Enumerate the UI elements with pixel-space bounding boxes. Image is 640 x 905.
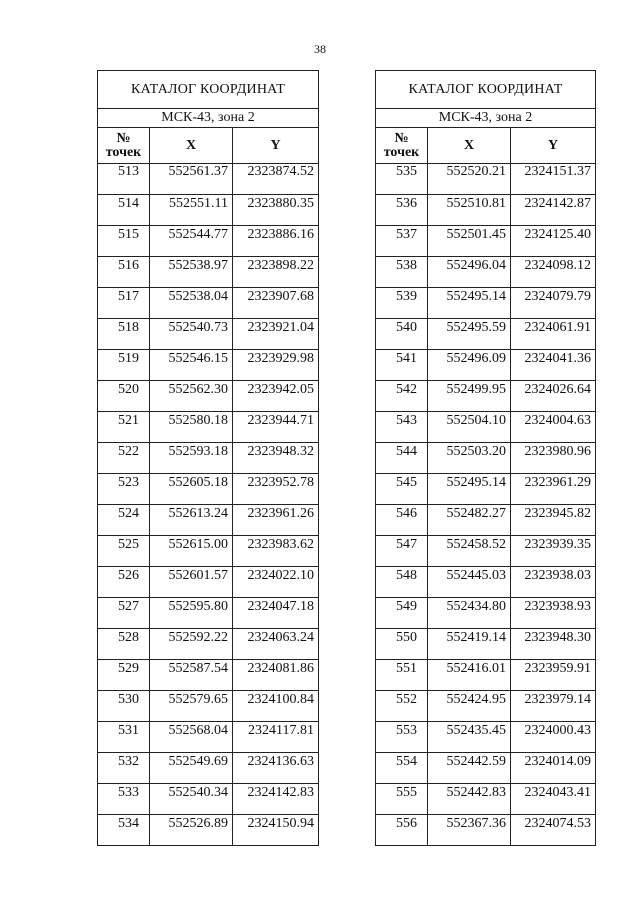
y-coordinate-cell: 2324125.40: [511, 226, 596, 257]
column-header-number: [98, 128, 150, 164]
point-number-cell: 546: [376, 505, 428, 536]
table-row: [376, 350, 596, 381]
x-coordinate-cell: 552593.18: [150, 443, 233, 474]
table-row: [376, 226, 596, 257]
points-label: точек: [105, 144, 142, 160]
point-number-cell: 528: [98, 629, 150, 660]
y-coordinate-cell: 2323938.93: [511, 598, 596, 629]
table-row: [376, 505, 596, 536]
x-coordinate-cell: 552419.14: [428, 629, 511, 660]
x-coordinate-cell: 552520.21: [428, 164, 511, 195]
table-row: [98, 536, 319, 567]
point-number-cell: 533: [98, 784, 150, 815]
point-number-cell: 547: [376, 536, 428, 567]
x-coordinate-cell: 552496.09: [428, 350, 511, 381]
x-coordinate-cell: 552424.95: [428, 691, 511, 722]
y-coordinate-cell: 2324022.10: [233, 567, 319, 598]
number-sign: №: [116, 130, 131, 146]
table-row: [376, 753, 596, 784]
x-coordinate-cell: 552496.04: [428, 257, 511, 288]
table-row: [98, 226, 319, 257]
y-coordinate-cell: 2323961.29: [511, 474, 596, 505]
point-number-cell: 536: [376, 195, 428, 226]
x-coordinate-cell: 552495.14: [428, 288, 511, 319]
point-number-cell: 545: [376, 474, 428, 505]
y-coordinate-cell: 2324136.63: [233, 753, 319, 784]
point-number-cell: 548: [376, 567, 428, 598]
point-number-cell: 513: [98, 164, 150, 195]
table-row: [98, 195, 319, 226]
point-number-cell: 524: [98, 505, 150, 536]
table-body: [376, 164, 596, 846]
y-coordinate-cell: 2324000.43: [511, 722, 596, 753]
point-number-cell: 515: [98, 226, 150, 257]
point-number-cell: 543: [376, 412, 428, 443]
y-coordinate-cell: 2323874.52: [233, 164, 319, 195]
y-coordinate-cell: 2324151.37: [511, 164, 596, 195]
point-number-cell: 550: [376, 629, 428, 660]
y-coordinate-cell: 2323945.82: [511, 505, 596, 536]
table-row: [98, 381, 319, 412]
table-row: [376, 660, 596, 691]
table-row: [376, 598, 596, 629]
point-number-cell: 521: [98, 412, 150, 443]
x-coordinate-cell: 552442.59: [428, 753, 511, 784]
x-coordinate-cell: 552592.22: [150, 629, 233, 660]
x-coordinate-cell: 552549.69: [150, 753, 233, 784]
table-row: [98, 505, 319, 536]
y-coordinate-cell: 2324142.87: [511, 195, 596, 226]
table-row: [98, 629, 319, 660]
table-row: [376, 474, 596, 505]
x-coordinate-cell: 552568.04: [150, 722, 233, 753]
page-number: 38: [314, 42, 326, 56]
x-coordinate-cell: 552367.36: [428, 815, 511, 846]
table-body: [98, 164, 319, 846]
x-coordinate-cell: 552546.15: [150, 350, 233, 381]
y-coordinate-cell: 2323907.68: [233, 288, 319, 319]
point-number-cell: 516: [98, 257, 150, 288]
y-coordinate-cell: 2323948.32: [233, 443, 319, 474]
catalog-title: КАТАЛОГ КООРДИНАТ: [98, 71, 319, 109]
points-label: точек: [383, 144, 420, 160]
point-number-cell: 531: [98, 722, 150, 753]
number-sign: №: [394, 130, 409, 146]
y-coordinate-cell: 2323983.62: [233, 536, 319, 567]
table-row: [376, 629, 596, 660]
point-number-cell: 551: [376, 660, 428, 691]
table-row: [376, 164, 596, 195]
y-coordinate-cell: 2323886.16: [233, 226, 319, 257]
point-number-cell: 519: [98, 350, 150, 381]
y-coordinate-cell: 2324061.91: [511, 319, 596, 350]
coordinate-catalog-table-left: [97, 70, 319, 846]
x-coordinate-cell: 552601.57: [150, 567, 233, 598]
x-coordinate-cell: 552510.81: [428, 195, 511, 226]
point-number-cell: 523: [98, 474, 150, 505]
table-row: [376, 722, 596, 753]
x-coordinate-cell: 552595.80: [150, 598, 233, 629]
x-coordinate-cell: 552416.01: [428, 660, 511, 691]
y-coordinate-cell: 2324117.81: [233, 722, 319, 753]
catalog-title: КАТАЛОГ КООРДИНАТ: [376, 71, 596, 109]
y-coordinate-cell: 2323942.05: [233, 381, 319, 412]
point-number-cell: 544: [376, 443, 428, 474]
point-number-cell: 540: [376, 319, 428, 350]
x-coordinate-cell: 552434.80: [428, 598, 511, 629]
y-coordinate-cell: 2324004.63: [511, 412, 596, 443]
y-coordinate-cell: 2323959.91: [511, 660, 596, 691]
zone-label: МСК-43, зона 2: [98, 109, 319, 128]
table-row: [98, 164, 319, 195]
coordinate-catalog-table-right: [375, 70, 596, 846]
x-coordinate-cell: 552495.59: [428, 319, 511, 350]
table-row: [376, 195, 596, 226]
y-coordinate-cell: 2324043.41: [511, 784, 596, 815]
y-coordinate-cell: 2323939.35: [511, 536, 596, 567]
table-row: [376, 536, 596, 567]
x-coordinate-cell: 552504.10: [428, 412, 511, 443]
column-header-x: X: [150, 128, 233, 164]
column-header-y: Y: [233, 128, 319, 164]
point-number-cell: 554: [376, 753, 428, 784]
point-number-cell: 555: [376, 784, 428, 815]
table-row: [98, 722, 319, 753]
x-coordinate-cell: 552495.14: [428, 474, 511, 505]
x-coordinate-cell: 552605.18: [150, 474, 233, 505]
x-coordinate-cell: 552503.20: [428, 443, 511, 474]
point-number-cell: 532: [98, 753, 150, 784]
y-coordinate-cell: 2324098.12: [511, 257, 596, 288]
point-number-cell: 527: [98, 598, 150, 629]
y-coordinate-cell: 2324014.09: [511, 753, 596, 784]
x-coordinate-cell: 552482.27: [428, 505, 511, 536]
y-coordinate-cell: 2324063.24: [233, 629, 319, 660]
point-number-cell: 520: [98, 381, 150, 412]
x-coordinate-cell: 552561.37: [150, 164, 233, 195]
y-coordinate-cell: 2323938.03: [511, 567, 596, 598]
point-number-cell: 526: [98, 567, 150, 598]
x-coordinate-cell: 552538.97: [150, 257, 233, 288]
y-coordinate-cell: 2324150.94: [233, 815, 319, 846]
column-header-y: Y: [511, 128, 596, 164]
table-row: [98, 443, 319, 474]
x-coordinate-cell: 552526.89: [150, 815, 233, 846]
point-number-cell: 549: [376, 598, 428, 629]
table-row: [98, 567, 319, 598]
table-row: [98, 412, 319, 443]
point-number-cell: 534: [98, 815, 150, 846]
point-number-cell: 541: [376, 350, 428, 381]
point-number-cell: 517: [98, 288, 150, 319]
y-coordinate-cell: 2324041.36: [511, 350, 596, 381]
x-coordinate-cell: 552580.18: [150, 412, 233, 443]
point-number-cell: 525: [98, 536, 150, 567]
y-coordinate-cell: 2323921.04: [233, 319, 319, 350]
table-row: [98, 784, 319, 815]
y-coordinate-cell: 2323980.96: [511, 443, 596, 474]
table-row: [376, 443, 596, 474]
x-coordinate-cell: 552540.34: [150, 784, 233, 815]
point-number-cell: 553: [376, 722, 428, 753]
table-row: [98, 691, 319, 722]
point-number-cell: 539: [376, 288, 428, 319]
point-number-cell: 518: [98, 319, 150, 350]
point-number-cell: 538: [376, 257, 428, 288]
point-number-cell: 529: [98, 660, 150, 691]
y-coordinate-cell: 2323952.78: [233, 474, 319, 505]
column-header-number: [376, 128, 428, 164]
table-row: [376, 288, 596, 319]
table-row: [98, 815, 319, 846]
x-coordinate-cell: 552615.00: [150, 536, 233, 567]
point-number-cell: 530: [98, 691, 150, 722]
x-coordinate-cell: 552587.54: [150, 660, 233, 691]
point-number-cell: 514: [98, 195, 150, 226]
y-coordinate-cell: 2323948.30: [511, 629, 596, 660]
table-row: [98, 598, 319, 629]
x-coordinate-cell: 552445.03: [428, 567, 511, 598]
x-coordinate-cell: 552499.95: [428, 381, 511, 412]
y-coordinate-cell: 2324047.18: [233, 598, 319, 629]
table-row: [98, 257, 319, 288]
y-coordinate-cell: 2323979.14: [511, 691, 596, 722]
table-row: [98, 660, 319, 691]
table-row: [376, 784, 596, 815]
y-coordinate-cell: 2323898.22: [233, 257, 319, 288]
table-row: [376, 381, 596, 412]
x-coordinate-cell: 552544.77: [150, 226, 233, 257]
x-coordinate-cell: 552538.04: [150, 288, 233, 319]
table-row: [98, 753, 319, 784]
table-row: [376, 567, 596, 598]
y-coordinate-cell: 2323944.71: [233, 412, 319, 443]
y-coordinate-cell: 2324026.64: [511, 381, 596, 412]
x-coordinate-cell: 552613.24: [150, 505, 233, 536]
y-coordinate-cell: 2324074.53: [511, 815, 596, 846]
zone-label: МСК-43, зона 2: [376, 109, 596, 128]
table-row: [98, 474, 319, 505]
x-coordinate-cell: 552458.52: [428, 536, 511, 567]
x-coordinate-cell: 552562.30: [150, 381, 233, 412]
table-row: [376, 412, 596, 443]
table-row: [376, 815, 596, 846]
x-coordinate-cell: 552579.65: [150, 691, 233, 722]
y-coordinate-cell: 2324079.79: [511, 288, 596, 319]
point-number-cell: 522: [98, 443, 150, 474]
x-coordinate-cell: 552501.45: [428, 226, 511, 257]
y-coordinate-cell: 2324142.83: [233, 784, 319, 815]
y-coordinate-cell: 2323929.98: [233, 350, 319, 381]
x-coordinate-cell: 552540.73: [150, 319, 233, 350]
point-number-cell: 552: [376, 691, 428, 722]
table-row: [98, 288, 319, 319]
x-coordinate-cell: 552551.11: [150, 195, 233, 226]
y-coordinate-cell: 2324100.84: [233, 691, 319, 722]
point-number-cell: 537: [376, 226, 428, 257]
table-row: [376, 257, 596, 288]
point-number-cell: 535: [376, 164, 428, 195]
point-number-cell: 542: [376, 381, 428, 412]
column-header-x: X: [428, 128, 511, 164]
x-coordinate-cell: 552435.45: [428, 722, 511, 753]
table-row: [98, 350, 319, 381]
x-coordinate-cell: 552442.83: [428, 784, 511, 815]
table-row: [376, 691, 596, 722]
y-coordinate-cell: 2323961.26: [233, 505, 319, 536]
y-coordinate-cell: 2324081.86: [233, 660, 319, 691]
point-number-cell: 556: [376, 815, 428, 846]
table-row: [98, 319, 319, 350]
y-coordinate-cell: 2323880.35: [233, 195, 319, 226]
table-row: [376, 319, 596, 350]
